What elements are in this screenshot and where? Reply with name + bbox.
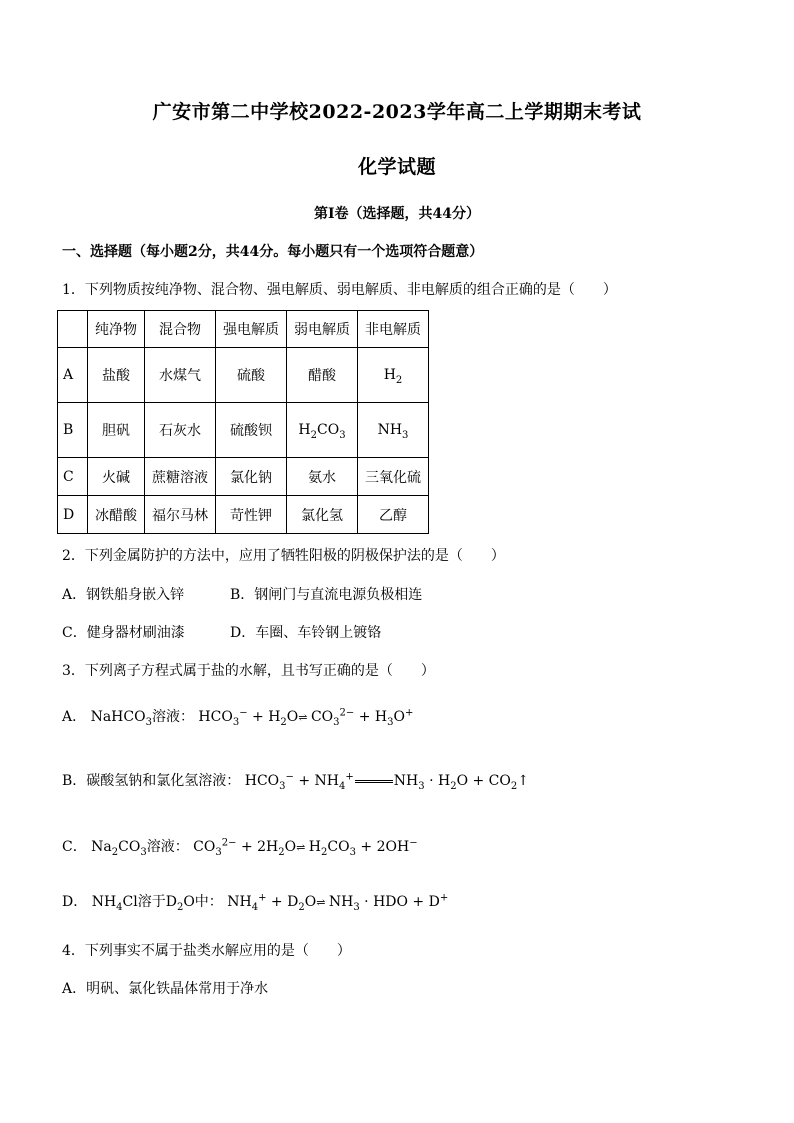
table-cell: 氯化氢 — [287, 496, 358, 534]
table-cell: 氨水 — [287, 458, 358, 496]
question-2-option-b: B．钢闸门与直流电源负极相连 — [230, 587, 423, 603]
table-cell: 硫酸 — [216, 348, 287, 403]
table-cell: 冰醋酸 — [88, 496, 145, 534]
question-1-table — [57, 310, 429, 534]
table-cell: 福尔马林 — [145, 496, 216, 534]
table-cell-formula: $H_2CO_3$ — [287, 403, 358, 458]
table-row-label: D — [58, 496, 88, 534]
question-3-option-b: B．碳酸氢钠和氯化氢溶液： $HCO_3^- + NH_4^+$ $NH_3 \cdot H_2O$ + $CO_2↑$ — [62, 771, 529, 792]
table-cell-formula: $H_2$ — [358, 348, 429, 403]
question-3-option-d: D． $NH_4Cl$溶于$D_2O$中： $NH_4^+$ + $D_2O\rightleftharpoons$ $NH_3$ · HDO + D+ — [62, 892, 449, 913]
table-row — [58, 496, 429, 534]
question-2-option-d: D．车圈、车铃钢上镀铬 — [230, 625, 382, 641]
question-2-option-c: C．健身器材刷油漆 — [62, 625, 185, 641]
table-header-cell: 非电解质 — [358, 311, 429, 348]
table-cell: 石灰水 — [145, 403, 216, 458]
table-header-row — [58, 311, 429, 348]
table-header-cell: 弱电解质 — [287, 311, 358, 348]
table-cell: 苛性钾 — [216, 496, 287, 534]
table-cell: 蔗糖溶液 — [145, 458, 216, 496]
table-row-label: A — [58, 348, 88, 403]
question-3-stem: 3．下列离子方程式属于盐的水解，且书写正确的是（ ） — [62, 663, 435, 679]
double-line-symbol — [355, 780, 393, 783]
table-corner-cell — [58, 311, 88, 348]
table-header-cell: 强电解质 — [216, 311, 287, 348]
table-row-label: C — [58, 458, 88, 496]
question-2-option-a: A．钢铁船身嵌入锌 — [62, 587, 185, 603]
table-row — [58, 403, 429, 458]
table-cell: 硫酸钡 — [216, 403, 287, 458]
question-3-option-c: C． $Na_2CO_3$溶液： $CO_3^{2-}$ + $2H_2O\rightleftharpoons$ $H_2CO_3 + 2OH^-$ — [62, 837, 418, 858]
table-row — [58, 348, 429, 403]
table-cell: 三氧化硫 — [358, 458, 429, 496]
question-2-stem: 2．下列金属防护的方法中，应用了牺牲阳极的阴极保护法的是（ ） — [62, 548, 505, 564]
table-header-cell: 混合物 — [145, 311, 216, 348]
volume-heading: 第Ⅰ卷（选择题，共44分） — [313, 206, 481, 222]
section-heading: 一、选择题（每小题2分，共44分。每小题只有一个选项符合题意） — [62, 244, 484, 260]
exam-subtitle: 化学试题 — [357, 156, 436, 178]
table-row-label: B — [58, 403, 88, 458]
table-cell: 水煤气 — [145, 348, 216, 403]
question-3-option-a: A． NaHCO$_3$溶液： $HCO_3^-$ + $H_2O\rightleftharpoons$ $CO_3^{2-} + H_3O^+$ — [62, 707, 414, 728]
table-row — [58, 458, 429, 496]
table-cell: 火碱 — [88, 458, 145, 496]
exam-title: 广安市第二中学校2022-2023学年高二上学期期末考试 — [152, 101, 642, 123]
option-label: B．碳酸氢钠和氯化氢溶液： — [62, 773, 241, 789]
table-cell: 盐酸 — [88, 348, 145, 403]
table-cell: 氯化钠 — [216, 458, 287, 496]
table-cell: 醋酸 — [287, 348, 358, 403]
option-label: A． — [62, 709, 87, 725]
table-header-cell: 纯净物 — [88, 311, 145, 348]
table-cell-formula: $NH_3$ — [358, 403, 429, 458]
table-cell: 乙醇 — [358, 496, 429, 534]
table-cell: 胆矾 — [88, 403, 145, 458]
question-4-option-a: A．明矾、氯化铁晶体常用于净水 — [62, 981, 269, 997]
option-label: C． — [62, 839, 87, 855]
question-1-stem: 1．下列物质按纯净物、混合物、强电解质、弱电解质、非电解质的组合正确的是（ ） — [62, 282, 617, 298]
question-4-stem: 4．下列事实不属于盐类水解应用的是（ ） — [62, 943, 351, 959]
option-label: D． — [62, 894, 88, 910]
